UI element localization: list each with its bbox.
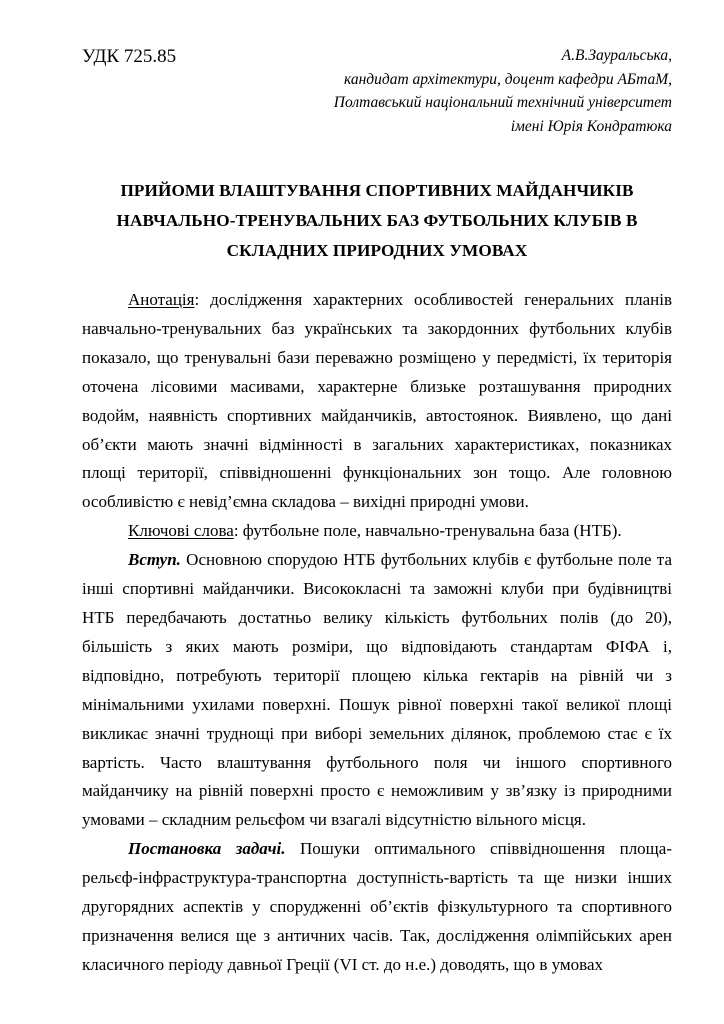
keywords-colon: : (233, 521, 239, 541)
abstract-colon: : (194, 290, 200, 309)
title-line-1: ПРИЙОМИ ВЛАШТУВАННЯ СПОРТИВНИХ МАЙДАНЧИКІВ (120, 181, 634, 200)
intro-paragraph (82, 546, 672, 835)
intro-heading: Вступ. (128, 550, 181, 570)
problem-statement-paragraph (82, 835, 672, 980)
abstract-label: Анотація (128, 290, 195, 309)
abstract-text: дослідження характерних особливостей генеральних планів навчально-тренувальних баз українських та закордонних футбольних клубів показало, що тренувальні бази переважно розміщено у передмісті, їх територія оточена лісовими масивами, характерне близьке розташування природних водойм, наявність спортивних майданчиків, автостоянок. Виявлено, що дані об’єкти мають значні відмінності в загальних характеристиках, показниках площі території, співвідношенні функціональних зон тощо. Але головною особливістю є невід’ємна складова – вихідні природні умови. (82, 290, 672, 512)
problem-text: Пошуки оптимального співвідношення площа-рельєф-інфраструктура-транспортна доступність-вартість та ще низки інших другорядних аспектів у спорудженні об’єктів фізкультурного та спортивного призначення велися ще з античних часів. Так, дослідження олімпійських арен класичного періоду давньої Греції (VI ст. до н.е.) доводять, що в умовах (82, 839, 672, 974)
document-body (82, 286, 672, 980)
affiliation-line-2: кандидат архітектури, доцент кафедри АБтаМ, (343, 70, 672, 88)
keywords-paragraph (82, 517, 672, 546)
author-name: А.В.Зауральська, (561, 47, 672, 64)
udk-code: УДК 725.85 (82, 46, 177, 67)
abstract-paragraph (82, 286, 672, 517)
problem-heading: Постановка задачі. (128, 839, 286, 859)
title-line-2: НАВЧАЛЬНО-ТРЕНУВАЛЬНИХ БАЗ ФУТБОЛЬНИХ КЛУБІВ В (116, 211, 638, 230)
affiliation-line-4: імені Юрія Кондратюка (510, 117, 672, 135)
keywords-label: Ключові слова (128, 521, 234, 541)
affiliation-line-3: Полтавський національний технічний університет (333, 94, 672, 111)
keywords-text: футбольне поле, навчально-тренувальна база (НТБ). (238, 521, 622, 541)
page-title (82, 176, 672, 266)
intro-text: Основною спорудою НТБ футбольних клубів є футбольне поле та інші спортивні майданчики. Висококласні та заможні клуби при будівництві НТБ передбачають достатньо велику кількість футбольних полів (до 20), більшість з яких мають розміри, що відповідають стандартам ФІФА і, відповідно, потребують території площею кілька гектарів на рівній чи з мінімальними ухилами поверхні. Пошук рівної поверхні такої великої площі викликає значні труднощі при виборі земельних ділянок, проблемою стає є їх вартість. Часто влаштування футбольного поля чи іншого спортивного майданчику на рівній поверхні просто є неможливим у зв’язку із природними умовами – складним рельєфом чи взагалі відсутністю вільного місця. (82, 550, 672, 830)
page-content (82, 0, 672, 980)
title-line-3: СКЛАДНИХ ПРИРОДНИХ УМОВАХ (226, 241, 528, 260)
document-header (82, 0, 672, 138)
